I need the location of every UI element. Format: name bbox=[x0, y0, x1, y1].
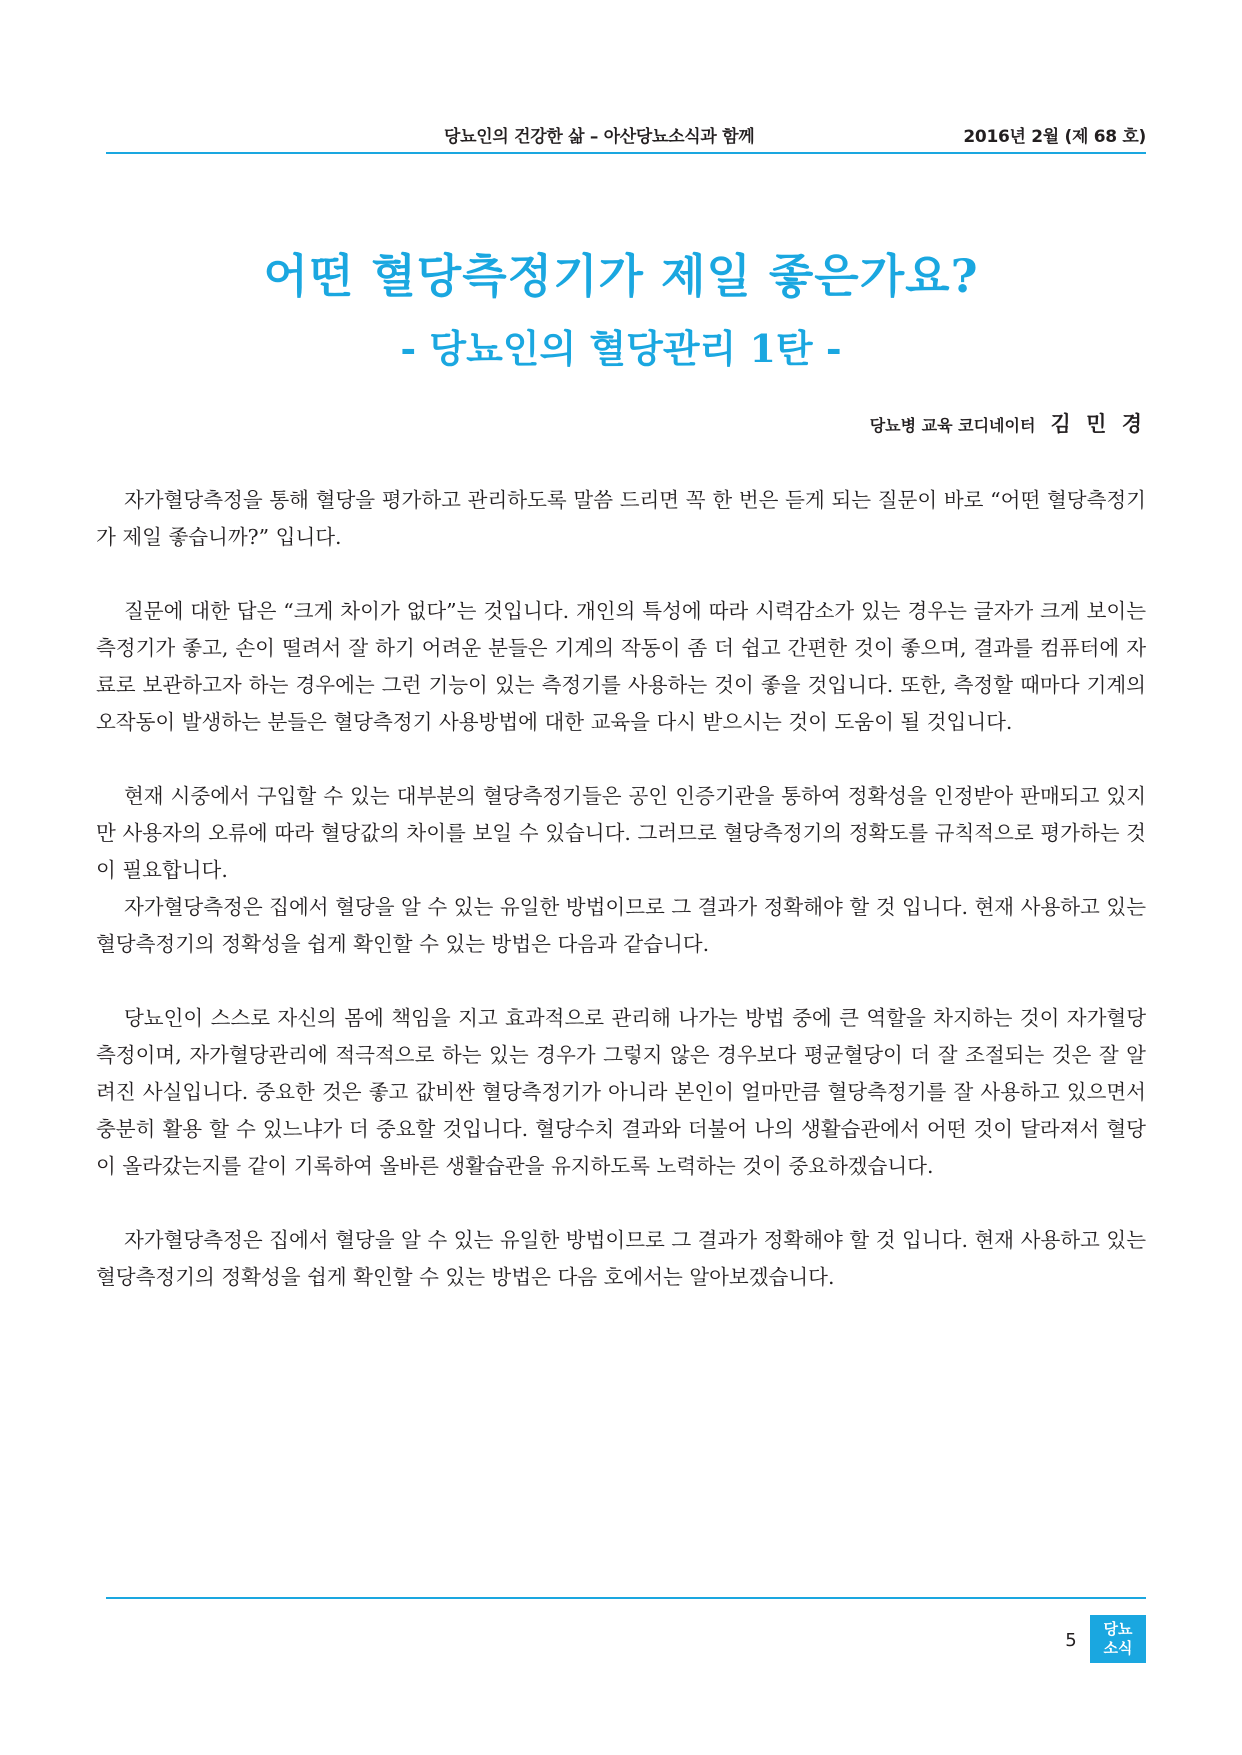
article-subtitle: - 당뇨인의 혈당관리 1탄 - bbox=[400, 326, 842, 371]
article-body bbox=[96, 482, 1146, 1296]
article-title: 어떤 혈당측정기가 제일 좋은가요? bbox=[263, 249, 979, 303]
header-title: 당뇨인의 건강한 삶 – 아산당뇨소식과 함께 bbox=[444, 127, 755, 147]
paragraph-5: 당뇨인이 스스로 자신의 몸에 책임을 지고 효과적으로 관리해 나가는 방법 중에 큰 역할을 차지하는 것이 자가혈당측정이며, 자가혈당관리에 적극적으로 하는 있는 경우가 그렇지 않은 경우보다 평균혈당이 더 잘 조절되는 것은 잘 알려진 사실입니다. 중요한 것은 좋고 값비싼 혈당측정기가 아니라 본인이 얼마만큼 혈당측정기를 잘 사용하고 있으면서 충분히 활용 할 수 있느냐가 더 중요할 것입니다. 혈당수치 결과와 더불어 나의 생활습관에서 어떤 것이 달라져서 혈당이 올라갔는지를 같이 기록하여 올바른 생활습관을 유지하도록 노력하는 것이 중요하겠습니다. bbox=[96, 1006, 1146, 1178]
paragraph-1: 자가혈당측정을 통해 혈당을 평가하고 관리하도록 말씀 드리면 꼭 한 번은 듣게 되는 질문이 바로 “어떤 혈당측정기가 제일 좋습니까?” 입니다. bbox=[96, 488, 1146, 549]
byline-name: 김 민 경 bbox=[1050, 412, 1146, 436]
page-number: 5 bbox=[1065, 1630, 1077, 1651]
badge-line-2: 소식 bbox=[1103, 1639, 1133, 1657]
byline-role: 당뇨병 교육 코디네이터 bbox=[869, 416, 1036, 435]
header-issue: 2016년 2월 (제 68 호) bbox=[963, 127, 1146, 147]
paragraph-4: 자가혈당측정은 집에서 혈당을 알 수 있는 유일한 방법이므로 그 결과가 정확해야 할 것 입니다. 현재 사용하고 있는 혈당측정기의 정확성을 쉽게 확인할 수 있는 방법은 다음과 같습니다. bbox=[96, 895, 1146, 956]
footer-divider bbox=[106, 1597, 1146, 1599]
newsletter-badge bbox=[1090, 1615, 1146, 1663]
page-header bbox=[106, 118, 1146, 150]
paragraph-6: 자가혈당측정은 집에서 혈당을 알 수 있는 유일한 방법이므로 그 결과가 정확해야 할 것 입니다. 현재 사용하고 있는 혈당측정기의 정확성을 쉽게 확인할 수 있는 방법은 다음 호에서는 알아보겠습니다. bbox=[96, 1228, 1146, 1289]
paragraph-2: 질문에 대한 답은 “크게 차이가 없다”는 것입니다. 개인의 특성에 따라 시력감소가 있는 경우는 글자가 크게 보이는 측정기가 좋고, 손이 떨려서 잘 하기 어려운 분들은 기계의 작동이 좀 더 쉽고 간편한 것이 좋으며, 결과를 컴퓨터에 자료로 보관하고자 하는 경우에는 그런 기능이 있는 측정기를 사용하는 것이 좋을 것입니다. 또한, 측정할 때마다 기계의 오작동이 발생하는 분들은 혈당측정기 사용방법에 대한 교육을 다시 받으시는 것이 도움이 될 것입니다. bbox=[96, 599, 1146, 734]
byline bbox=[870, 408, 1146, 438]
paragraph-3: 현재 시중에서 구입할 수 있는 대부분의 혈당측정기들은 공인 인증기관을 통하여 정확성을 인정받아 판매되고 있지만 사용자의 오류에 따라 혈당값의 차이를 보일 수 있습니다. 그러므로 혈당측정기의 정확도를 규칙적으로 평가하는 것이 필요합니다. bbox=[96, 784, 1146, 882]
badge-line-1: 당뇨 bbox=[1103, 1620, 1133, 1638]
header-divider bbox=[106, 152, 1146, 154]
